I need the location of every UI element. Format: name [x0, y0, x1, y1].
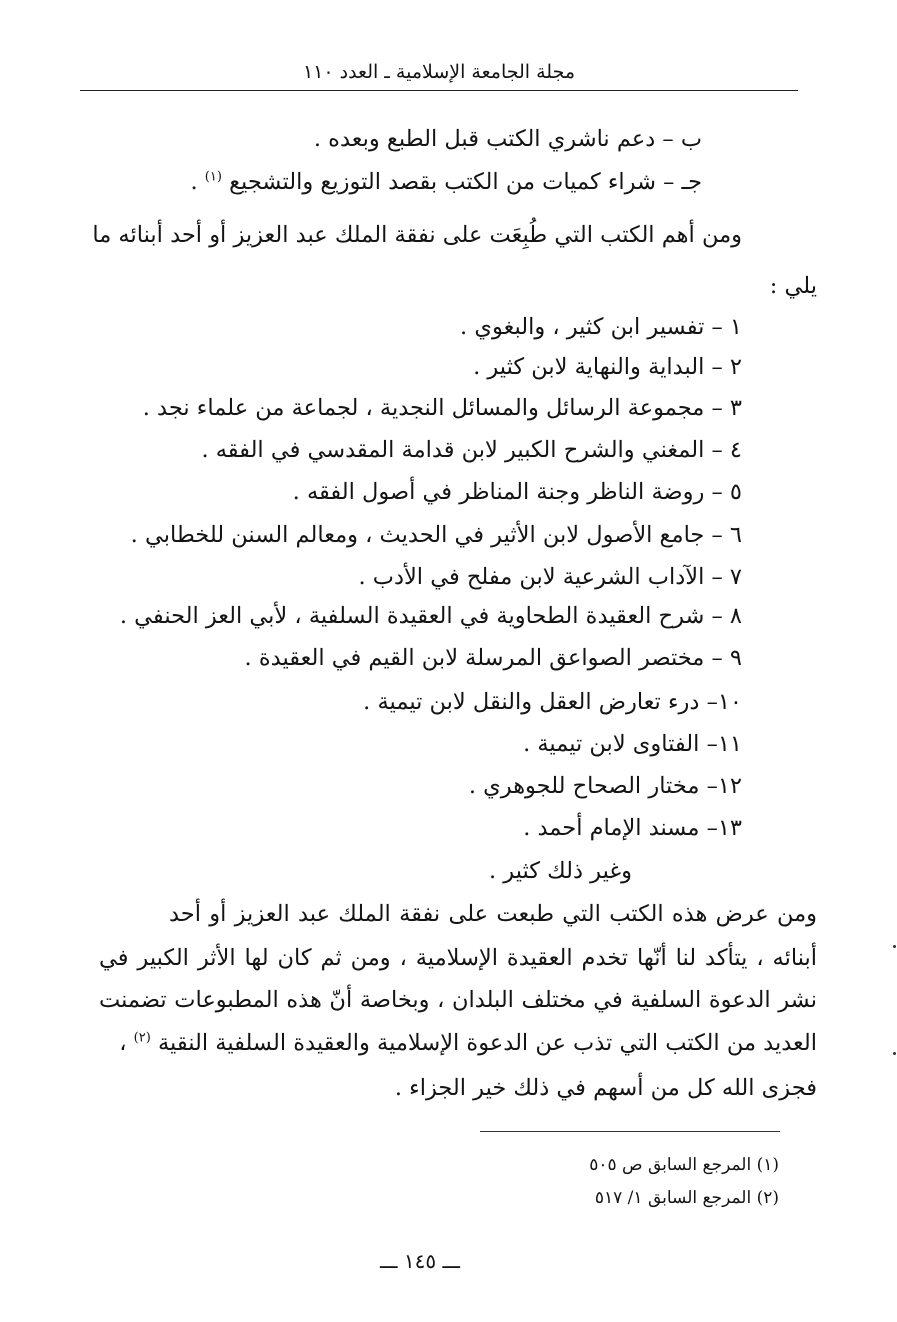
book-list-item: ٩ – مختصر الصواعق المرسلة لابن القيم في العقيدة .: [244, 645, 742, 671]
scan-mark: [893, 945, 896, 948]
book-list-item: ١٣– مسند الإمام أحمد .: [523, 815, 742, 841]
item-j-end: .: [190, 169, 198, 195]
book-list-item: ٨ – شرح العقيدة الطحاوية في العقيدة السلفية ، لأبي العز الحنفي .: [119, 603, 742, 629]
book-list-item: ٤ – المغني والشرح الكبير لابن قدامة المقدسي في الفقه .: [201, 437, 742, 463]
intro-line-1: ومن أهم الكتب التي طُبِعَت على نفقة الملك عبد العزيز أو أحد أبنائه ما: [92, 222, 742, 248]
book-list-item: ١ – تفسير ابن كثير ، والبغوي .: [460, 314, 742, 340]
paragraph-line-4-text: العديد من الكتب التي تذب عن الدعوة الإسلامية والعقيدة السلفية النقية: [157, 1030, 817, 1056]
and-more: وغير ذلك كثير .: [489, 858, 632, 884]
footnote-divider: [480, 1131, 780, 1132]
paragraph-line-5: فجزى الله كل من أسهم في ذلك خير الجزاء .: [394, 1075, 817, 1101]
paragraph-line-1: ومن عرض هذه الكتب التي طبعت على نفقة الملك عبد العزيز أو أحد: [169, 901, 817, 927]
item-j: [190, 164, 702, 200]
book-list-item: ٧ – الآداب الشرعية لابن مفلح في الأدب .: [358, 564, 742, 590]
running-header: مجلة الجامعة الإسلامية ـ العدد ١١٠: [302, 61, 576, 83]
header-divider: [80, 90, 798, 91]
scan-mark: [893, 1052, 896, 1055]
book-list-item: ١٢– مختار الصحاح للجوهري .: [468, 773, 742, 799]
book-list-item: ٦ – جامع الأصول لابن الأثير في الحديث ، ومعالم السنن للخطابي .: [130, 522, 742, 548]
item-b: ب – دعم ناشري الكتب قبل الطبع وبعده .: [313, 126, 702, 152]
book-list-item: ٣ – مجموعة الرسائل والمسائل النجدية ، لجماعة من علماء نجد .: [142, 395, 742, 421]
paragraph-line-4: [119, 1025, 817, 1061]
footnote-ref-2: (٢): [133, 1030, 151, 1046]
footnote-ref-1: (١): [204, 169, 222, 185]
book-list-item: ١٠– درء تعارض العقل والنقل لابن تيمية .: [363, 689, 742, 715]
paragraph-line-2: أبنائه ، يتأكد لنا أنّها تخدم العقيدة الإسلامية ، ومن ثم كان لها الأثر الكبير في: [99, 945, 817, 971]
paragraph-line-4-end: ،: [119, 1030, 127, 1056]
page-number: ـــ ١٤٥ ـــ: [379, 1249, 461, 1273]
intro-line-2: يلي :: [769, 273, 817, 299]
book-list-item: ١١– الفتاوى لابن تيمية .: [523, 731, 742, 757]
paragraph-line-3: نشر الدعوة السلفية في مختلف البلدان ، وبخاصة أنّ هذه المطبوعات تضمنت: [99, 987, 817, 1013]
item-j-text: جـ – شراء كميات من الكتب بقصد التوزيع والتشجيع: [229, 169, 702, 195]
book-list-item: ٢ – البداية والنهاية لابن كثير .: [473, 354, 742, 380]
book-list-item: ٥ – روضة الناظر وجنة المناظر في أصول الفقه .: [292, 479, 742, 505]
footnote-2: (٢) المرجع السابق ١/ ٥١٧: [594, 1188, 779, 1208]
footnote-1: (١) المرجع السابق ص ٥٠٥: [589, 1155, 779, 1175]
